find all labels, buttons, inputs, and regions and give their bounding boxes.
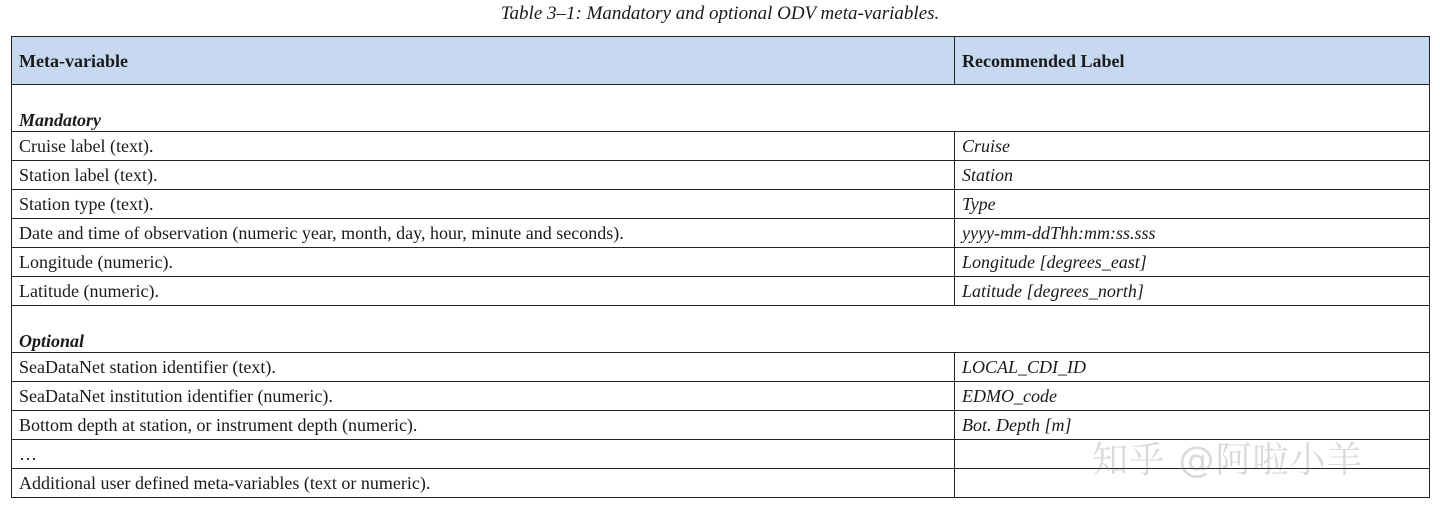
recommended-label-cell: LOCAL_CDI_ID [955, 353, 1430, 382]
table-row [12, 190, 1430, 219]
meta-variable-cell: Additional user defined meta-variables (text or numeric). [12, 469, 955, 498]
section-row-mandatory [12, 85, 1430, 132]
recommended-label-cell: Longitude [degrees_east] [955, 248, 1430, 277]
recommended-label-cell: EDMO_code [955, 382, 1430, 411]
table-row [12, 219, 1430, 248]
section-row-optional [12, 306, 1430, 353]
meta-variable-cell: SeaDataNet station identifier (text). [12, 353, 955, 382]
recommended-label-cell [955, 440, 1430, 469]
meta-variable-cell: Longitude (numeric). [12, 248, 955, 277]
meta-variables-table [11, 36, 1430, 498]
meta-variable-cell: SeaDataNet institution identifier (numeric). [12, 382, 955, 411]
section-title: Optional [12, 306, 1430, 353]
table-row [12, 132, 1430, 161]
meta-variable-cell: Cruise label (text). [12, 132, 955, 161]
header-meta-variable: Meta-variable [12, 37, 955, 85]
section-title: Mandatory [12, 85, 1430, 132]
meta-variable-cell: Date and time of observation (numeric year, month, day, hour, minute and seconds). [12, 219, 955, 248]
header-recommended-label: Recommended Label [955, 37, 1430, 85]
table-row [12, 161, 1430, 190]
table-row [12, 440, 1430, 469]
meta-variable-cell: … [12, 440, 955, 469]
recommended-label-cell: Station [955, 161, 1430, 190]
recommended-label-cell: yyyy-mm-ddThh:mm:ss.sss [955, 219, 1430, 248]
table-caption: Table 3–1: Mandatory and optional ODV meta-variables. [500, 3, 940, 24]
table-header-row [12, 37, 1430, 85]
meta-variable-cell: Station type (text). [12, 190, 955, 219]
recommended-label-cell: Latitude [degrees_north] [955, 277, 1430, 306]
meta-variable-cell: Latitude (numeric). [12, 277, 955, 306]
table-row [12, 469, 1430, 498]
recommended-label-cell [955, 469, 1430, 498]
table-row [12, 411, 1430, 440]
meta-variable-cell: Station label (text). [12, 161, 955, 190]
table-row [12, 248, 1430, 277]
table-row [12, 382, 1430, 411]
recommended-label-cell: Type [955, 190, 1430, 219]
meta-variable-cell: Bottom depth at station, or instrument depth (numeric). [12, 411, 955, 440]
recommended-label-cell: Cruise [955, 132, 1430, 161]
recommended-label-cell: Bot. Depth [m] [955, 411, 1430, 440]
table-row [12, 353, 1430, 382]
watermark-text: 知乎 @阿啦小羊 [1092, 440, 1364, 481]
table-row [12, 277, 1430, 306]
